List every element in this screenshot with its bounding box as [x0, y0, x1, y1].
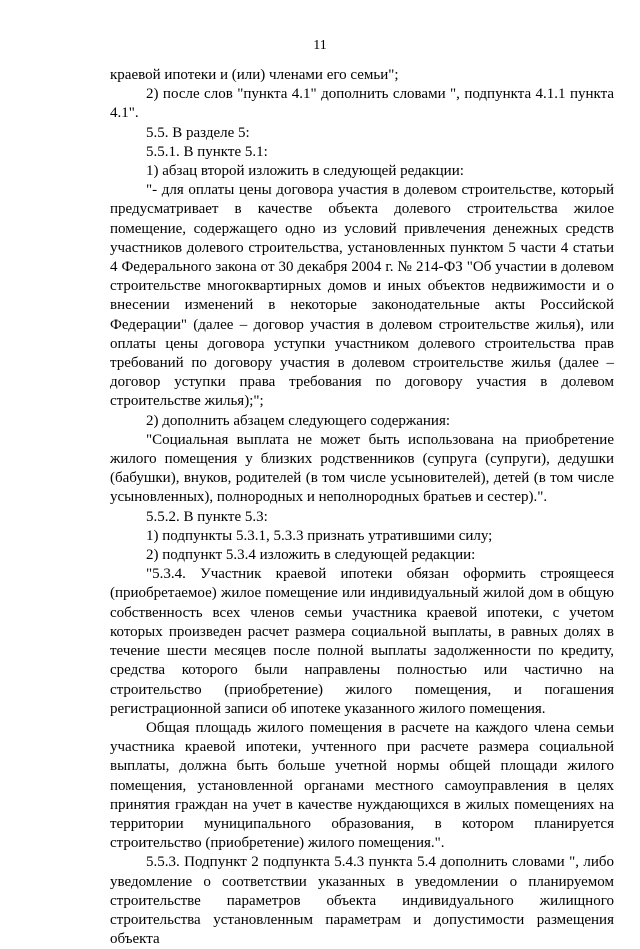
- paragraph-item-2-heading: 2) дополнить абзацем следующего содержания:: [146, 412, 451, 429]
- paragraph-quoted-payment-clause: "- для оплаты цены договора участия в долевом строительстве, который предусматривает в качестве объекта долевого строительства жилое помещение, содержащего одно из условий привлечения денежных средств участников долевого строительства, установленных пунктом 5 части 4 статьи 4 Федерального закона от 30 декабря 2004 г. № 214-ФЗ "Об участии в долевом строительстве многоквартирных домов и иных объектов недвижимости и о внесении изменений в некоторые законодательные акты Российской Федерации" (далее – договор участия в долевом строительстве жилья), или оплаты цены договора уступки участником долевого строительства прав требований по договору участия в долевом строительстве жилья (далее – договор уступки права требования по договору участия в долевом строительстве жилья);";: [110, 182, 614, 410]
- paragraph-section-5-5-1: 5.5.1. В пункте 5.1:: [146, 143, 268, 160]
- paragraph-section-5-5-3: 5.5.3. Подпункт 2 подпункта 5.4.3 пункта 5.4 дополнить словами ", либо уведомление о соответствии указанных в уведомлении о планируемом строительстве параметров объекта индивидуального жилищного строительства установленным параметрам и допустимости размещения объекта: [110, 854, 614, 948]
- paragraph-amendment-2: 2) после слов "пункта 4.1" дополнить словами ", подпункта 4.1.1 пункта 4.1".: [110, 86, 614, 122]
- paragraph-continuation: краевой ипотеки и (или) членами его семьи";: [110, 67, 399, 83]
- paragraph-section-5-5: 5.5. В разделе 5:: [146, 124, 250, 141]
- paragraph-quoted-social-payment: "Социальная выплата не может быть использована на приобретение жилого помещения у близких родственников (супруга (супруги), дедушки (бабушки), внуков, родителей (в том числе усыновителей), детей (в том числе усыновленных), полнородных и неполнородных братьев и сестер).".: [110, 431, 614, 506]
- paragraph-item-1-heading: 1) абзац второй изложить в следующей редакции:: [146, 163, 464, 180]
- document-body: [110, 66, 614, 949]
- paragraph-item-1-invalidate: 1) подпункты 5.3.1, 5.3.3 признать утратившими силу;: [146, 527, 493, 544]
- paragraph-quoted-5-3-4: "5.3.4. Участник краевой ипотеки обязан оформить строящееся (приобретаемое) жилое помещение или индивидуальный жилой дом в общую собственность всех членов семьи участника краевой ипотеки, с учетом которых произведен расчет размера социальной выплаты, в равных долях в течение шести месяцев после полной выплаты задолженности по кредиту, средства которого были направлены полностью или частично на строительство (приобретение) жилого помещения, и погашения регистрационной записи об ипотеке указанного жилого помещения.: [110, 566, 614, 717]
- paragraph-living-area: Общая площадь жилого помещения в расчете на каждого члена семьи участника краевой ипотеки, учтенного при расчете размера социальной выплаты, должна быть больше учетной нормы общей площади жилого помещения, установленной органами местного самоуправления в целях принятия граждан на учет в качестве нуждающихся в жилых помещениях на территории муниципального образования, в котором планируется строительство (приобретение) жилого помещения.".: [110, 719, 614, 852]
- paragraph-item-2-restate: 2) подпункт 5.3.4 изложить в следующей редакции:: [146, 547, 476, 564]
- page-number: 11: [313, 38, 327, 53]
- paragraph-section-5-5-2: 5.5.2. В пункте 5.3:: [146, 508, 268, 525]
